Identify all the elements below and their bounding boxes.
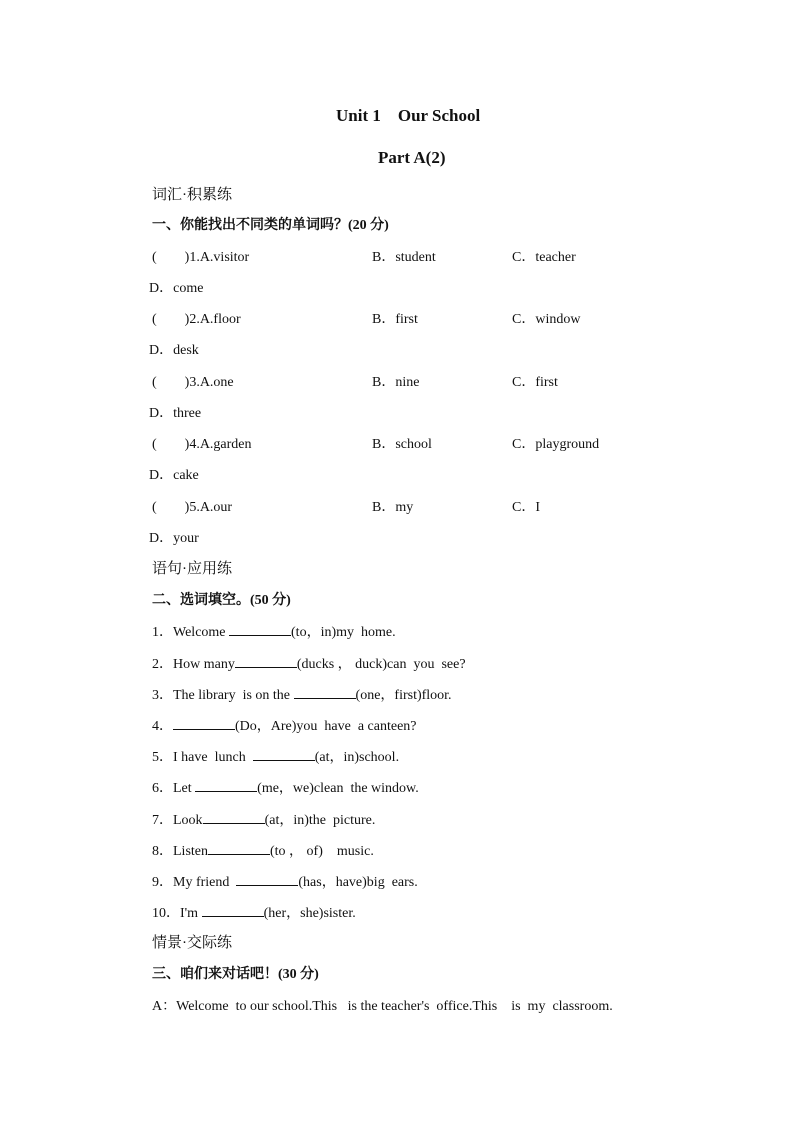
fill-item-suffix: (to，in)my home.	[291, 625, 396, 640]
answer-blank[interactable]	[203, 811, 265, 824]
question-2-c: C．window	[512, 312, 581, 327]
answer-blank[interactable]	[195, 779, 257, 792]
question-5-c: C．I	[512, 500, 540, 515]
fill-item-suffix: (to ， of) music.	[270, 844, 374, 859]
fill-item	[152, 623, 396, 642]
answer-blank[interactable]	[236, 873, 298, 886]
answer-blank[interactable]	[229, 623, 291, 636]
question-5-d: D．your	[149, 531, 199, 546]
fill-item-suffix: (her，she)sister.	[263, 906, 356, 921]
question-4-b: B．school	[372, 437, 432, 452]
fill-item	[152, 779, 419, 798]
fill-item-prefix: 6．Let	[152, 781, 196, 796]
fill-item-suffix: (Do，Are)you have a canteen?	[235, 719, 417, 734]
fill-item	[152, 686, 452, 705]
question-5-b: B．my	[372, 500, 414, 515]
fill-item-suffix: (ducks ， duck)can you see?	[296, 657, 466, 672]
question-1-d: D．come	[149, 281, 204, 296]
answer-blank[interactable]	[253, 748, 315, 761]
question-3-a: ( )3.A.one	[152, 375, 234, 390]
answer-blank[interactable]	[173, 717, 235, 730]
fill-item-prefix: 7．Look	[152, 813, 203, 828]
fill-item-suffix: (has，have)big ears.	[298, 875, 418, 890]
fill-item-prefix: 2．How many	[152, 657, 235, 672]
question-2-d: D．desk	[149, 343, 199, 358]
question-3-d: D．three	[149, 406, 202, 421]
section-title-dialogue: 三、咱们来对话吧！(30 分)	[152, 967, 319, 982]
fill-item-suffix: (me，we)clean the window.	[257, 781, 419, 796]
question-4-d: D．cake	[149, 468, 199, 483]
section-title-odd-one-out: 一、你能找出不同类的单词吗？(20 分)	[152, 218, 389, 233]
page-subtitle: Part A(2)	[378, 148, 446, 167]
page-title: Unit 1 Our School	[336, 106, 481, 125]
question-3-c: C．first	[512, 375, 558, 390]
section-heading-sentences: 语句·应用练	[152, 561, 232, 577]
answer-blank[interactable]	[202, 904, 264, 917]
question-3-b: B．nine	[372, 375, 420, 390]
fill-item	[152, 904, 356, 923]
section-heading-dialogue: 情景·交际练	[152, 935, 232, 951]
fill-item	[152, 873, 418, 892]
fill-item-prefix: 4．	[152, 719, 173, 734]
section-title-fill-in: 二、选词填空。(50 分)	[152, 593, 291, 608]
question-1-c: C．teacher	[512, 250, 576, 265]
fill-item-suffix: (at，in)the picture.	[264, 813, 376, 828]
question-2-b: B．first	[372, 312, 418, 327]
question-4-c: C．playground	[512, 437, 600, 452]
section-heading-vocabulary: 词汇·积累练	[152, 187, 232, 203]
fill-item	[152, 717, 417, 736]
fill-item-prefix: 8．Listen	[152, 844, 208, 859]
fill-item-suffix: (one，first)floor.	[355, 688, 452, 703]
question-1-a: ( )1.A.visitor	[152, 250, 250, 265]
fill-item-prefix: 10．I'm	[152, 906, 202, 921]
fill-item-suffix: (at，in)school.	[314, 750, 400, 765]
question-5-a: ( )5.A.our	[152, 500, 233, 515]
fill-item	[152, 655, 466, 674]
answer-blank[interactable]	[208, 842, 270, 855]
question-2-a: ( )2.A.floor	[152, 312, 241, 327]
answer-blank[interactable]	[294, 686, 356, 699]
fill-item-prefix: 5．I have lunch	[152, 750, 253, 765]
fill-item-prefix: 3．The library is on the	[152, 688, 294, 703]
fill-item	[152, 748, 399, 767]
fill-item-prefix: 1．Welcome	[152, 625, 230, 640]
fill-item	[152, 811, 375, 830]
question-4-a: ( )4.A.garden	[152, 437, 252, 452]
fill-item	[152, 842, 374, 861]
question-1-b: B．student	[372, 250, 436, 265]
dialogue-line-a: A：Welcome to our school.This is the teacher's office.This is my classroom.	[152, 999, 613, 1014]
answer-blank[interactable]	[235, 655, 297, 668]
fill-item-prefix: 9．My friend	[152, 875, 237, 890]
